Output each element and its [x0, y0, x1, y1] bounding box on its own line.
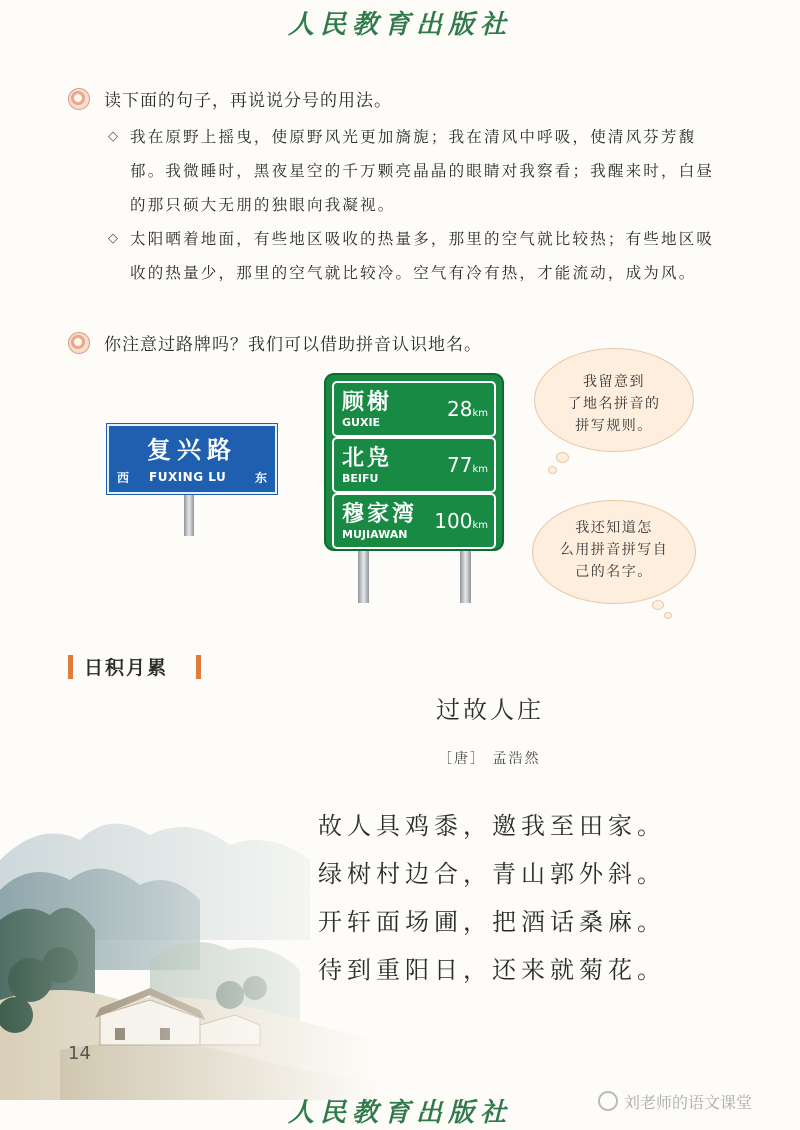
poem-line: 绿树村边合，青山郭外斜。 [318, 860, 666, 888]
page-number: 14 [68, 1043, 91, 1064]
wechat-icon [598, 1091, 618, 1111]
bubble-tail-dot [652, 600, 664, 610]
east-label: 东 [254, 471, 267, 485]
sentence-list [108, 120, 728, 290]
bubble-line: 己的名字。 [575, 564, 653, 580]
sentence-item [108, 222, 728, 290]
sentence-item [108, 120, 728, 222]
section-bar-right [196, 655, 201, 679]
bubble-line: 拼写规则。 [575, 418, 653, 434]
exercise-title: 你注意过路牌吗？我们可以借助拼音认识地名。 [104, 335, 482, 355]
thought-bubble [532, 500, 696, 604]
sentence-text: 太阳晒着地面，有些地区吸收的热量多，那里的空气就比较热；有些地区吸收的热量少，那里的空气就比较冷。空气有冷有热，才能流动，成为风。 [130, 230, 715, 282]
destination-distance: 100km [434, 509, 488, 533]
bubble-tail-dot [548, 466, 557, 474]
bubble-tail-dot [556, 452, 569, 463]
west-label: 西 [117, 471, 130, 485]
green-sign-pole-left [358, 549, 369, 603]
diamond-icon: ◇ [108, 129, 121, 144]
sentence-text: 我在原野上摇曳，使原野风光更加旖旎；我在清风中呼吸，使清风芬芳馥郁。我微睡时，黑夜星空的千万颗亮晶晶的眼睛对我察看；我醒来时，白昼的那只硕大无朋的独眼向我凝视。 [130, 128, 715, 214]
road-pinyin: FUXING LU [149, 470, 227, 484]
bubble-line: 我还知道怎 [575, 520, 653, 536]
destination-distance: 28km [447, 397, 488, 421]
blue-road-sign [107, 424, 277, 494]
poem-line: 故人具鸡黍，邀我至田家。 [318, 812, 666, 840]
poem-author: ［唐］ 孟浩然 [438, 751, 541, 767]
destination-pinyin: BEIFU [342, 472, 379, 485]
destination-distance: 77km [447, 453, 488, 477]
bubble-line: 了地名拼音的 [567, 396, 661, 412]
destination-row [332, 437, 496, 493]
blue-sign-pole [184, 490, 194, 536]
publisher-header: 人民教育出版社 [287, 10, 512, 40]
destination-row [332, 493, 496, 549]
destination-name: 顾榭 [342, 390, 393, 415]
watermark [598, 1090, 752, 1113]
bubble-line: 么用拼音拼写自 [559, 542, 669, 558]
watermark-text: 刘老师的语文课堂 [624, 1093, 753, 1112]
exercise-title: 读下面的句子，再说说分号的用法。 [104, 91, 392, 111]
bubble-tail-dot [664, 612, 672, 619]
destination-pinyin: GUXIE [342, 416, 381, 429]
section-bar-left [68, 655, 73, 679]
poem-line: 开轩面场圃，把酒话桑麻。 [318, 908, 666, 936]
destination-name: 北凫 [342, 446, 393, 471]
poem-body [318, 802, 666, 994]
destination-row [332, 381, 496, 437]
section-title: 日积月累 [84, 657, 169, 679]
destination-name: 穆家湾 [342, 502, 418, 527]
thought-bubble [534, 348, 694, 452]
bubble-line: 我留意到 [583, 374, 645, 390]
diamond-icon: ◇ [108, 231, 121, 246]
exercise-bullet-icon [68, 332, 90, 354]
green-road-sign [326, 375, 502, 549]
destination-pinyin: MUJIAWAN [342, 528, 408, 541]
publisher-footer: 人民教育出版社 [287, 1098, 512, 1128]
green-sign-pole-right [460, 549, 471, 603]
poem-line: 待到重阳日，还来就菊花。 [318, 956, 666, 984]
road-name: 复兴路 [147, 436, 237, 464]
poem-title: 过故人庄 [436, 696, 544, 724]
exercise-bullet-icon [68, 88, 90, 110]
